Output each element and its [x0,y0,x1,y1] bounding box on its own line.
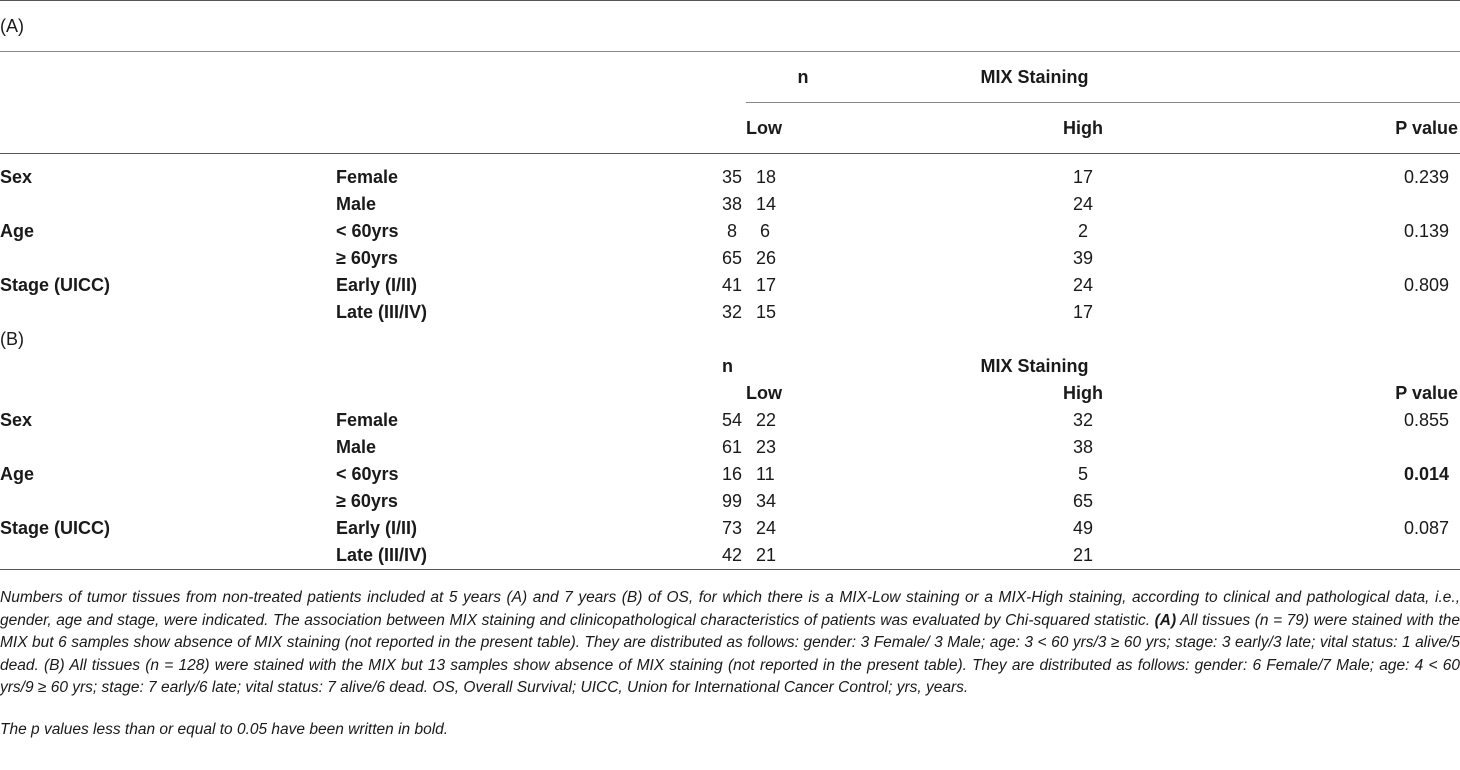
table-a-header-row-1 [0,52,1460,103]
table-b-high-header: High [1063,383,1103,403]
table-row: Male 61 23 38 [336,437,1094,457]
section-b-label: (B) [0,329,24,349]
data-table [0,0,1460,154]
footnote-intro: Numbers of tumor tissues from non-treated patients included at 5 years (A) and 7 years (B) of OS, for which there is a MIX-Low staining or a MIX-High staining, according to clinical and pathological data, i.e., gender, age and stage, were indicated. The association between MIX staining and clinicopathological characteristics of patients was evaluated by Chi-squared statistic. [0,589,1460,629]
table-a-high-header: High [883,103,1283,154]
table-a-mix-staining-header: MIX Staining [980,67,1089,87]
data-table-a-body [0,154,1460,570]
table-b-low-header: Low [746,383,782,403]
table-a-p-value-header: P value [1283,103,1460,154]
table-row: Late (III/IV) 32 15 17 [336,302,1094,322]
table-row: Sex Female 35 18 17 0.239 [0,167,1449,187]
section-a-label-row [0,1,1460,52]
table-b-header-row-1 [0,353,1460,380]
table-a-n-header: n [797,67,809,88]
table-b-mix-staining-header: MIX Staining [980,356,1089,376]
section-b-label-row [0,326,1460,353]
table-row: ≥ 60yrs 65 26 39 [336,248,1094,268]
table-b-p-value-header: P value [1395,383,1458,403]
table-row: Age < 60yrs 8 6 2 0.139 [0,221,1449,241]
table-row: ≥ 60yrs 99 34 65 [336,491,1094,511]
table-b-n-header: n [722,356,733,376]
footnote-a-label: (A) [1154,611,1177,629]
table-row: Stage (UICC) Early (I/II) 41 17 24 0.809 [0,275,1449,295]
table-b-header-row-2 [0,380,1460,407]
footnote-b-text: (B) All tissues (n = 128) were stained with the MIX but 13 samples show absence of MIX staining (not reported in the present table). They are distributed as follows: gender: 6 Female/7 Male; age: 4 < 60 yrs/9 ≥ 60 yrs; stage: 7 early/6 late; vital status: 7 alive/6 dead. OS, Overall Survival; UICC, Union for International Cancer Control; yrs, years. [0,656,1460,696]
significant-p-value: 0.014 [1403,464,1449,484]
table-a-low-header: Low [746,103,883,154]
table-row: Age < 60yrs 16 11 5 0.014 [0,461,1460,488]
table-row: Late (III/IV) 42 21 21 [0,542,1460,570]
table-row: Sex Female 54 22 32 0.855 [0,410,1449,430]
table-row: Stage (UICC) Early (I/II) 73 24 49 0.087 [0,518,1449,538]
footnote-bold-note: The p values less than or equal to 0.05 have been written in bold. [0,721,449,738]
section-a-label: (A) [0,1,1460,52]
table-row: Male 38 14 24 [336,194,1094,214]
table-footnote [0,587,1460,700]
table-a-header-row-2 [0,103,1460,154]
footnote-a-text: All tissues (n = 79) were stained with the MIX but 6 samples show absence of MIX staining (not reported in the present table). They are distributed as follows: gender: 3 Female/ 3 Male; age: 3 < 60 yrs/3 ≥ 60 yrs; stage: 3 early/3 late; vital status: 1 alive/5 dead. [0,611,1460,674]
